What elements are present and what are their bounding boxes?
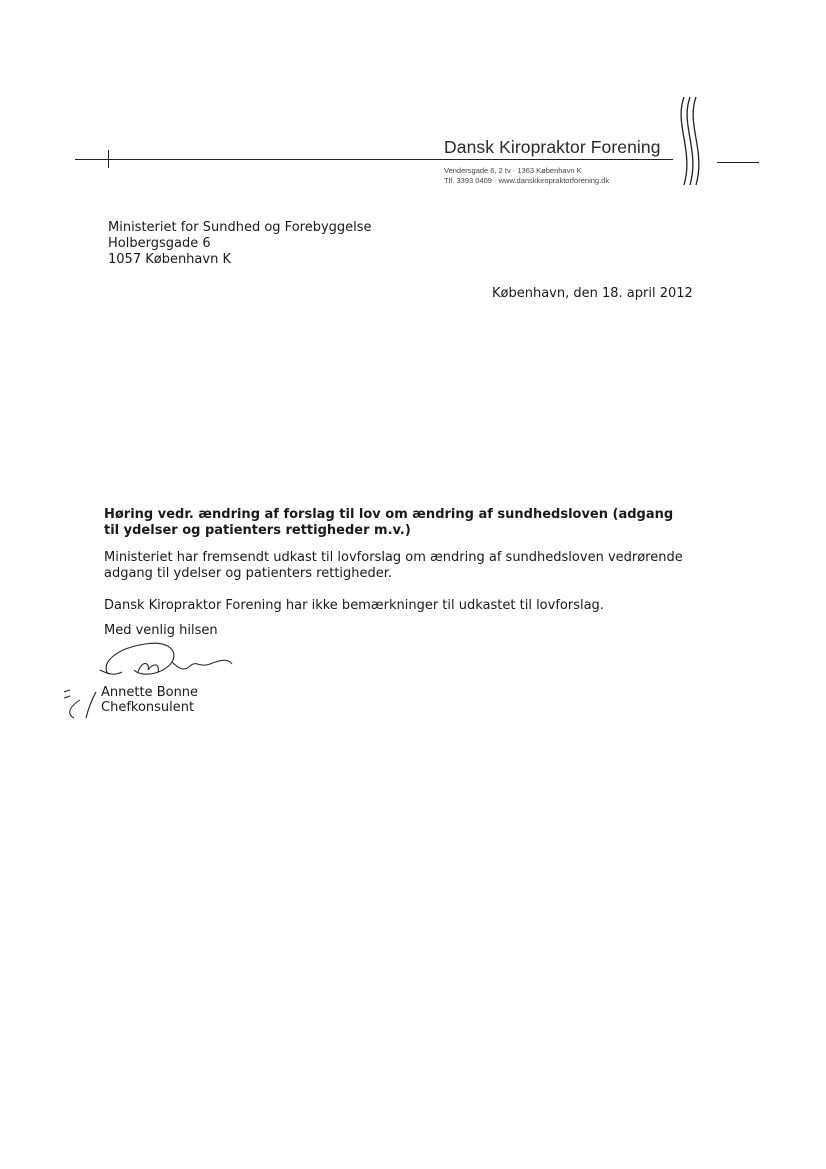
logo-icon: [670, 95, 720, 190]
letterhead-rule-right: [717, 162, 759, 163]
recipient-street: Holbergsgade 6: [108, 236, 211, 251]
signer-name: Annette Bonne: [101, 685, 199, 700]
signer-title: Chefkonsulent: [101, 700, 195, 715]
org-name: Dansk Kiropraktor Forening: [444, 137, 661, 157]
org-address-line: Vendersgade 6, 2 tv · 1363 København K: [444, 166, 582, 175]
recipient-city: 1057 København K: [108, 252, 231, 267]
letterhead-rule-tick: [108, 150, 109, 168]
subject-heading: Høring vedr. ændring af forslag til lov om ændring af sundhedsloven (adgang til ydelser og patienters rettigheder m.v.): [104, 507, 674, 538]
org-contact: [444, 166, 609, 186]
recipient-name: Ministeriet for Sundhed og Forebyggelse: [108, 220, 372, 235]
org-contact-line: Tlf. 3393 0409 · www.danskkiropraktorforening.dk: [444, 176, 610, 185]
letterhead-rule-left: [75, 159, 673, 160]
date-line: København, den 18. april 2012: [492, 286, 693, 301]
closing-greeting: Med venlig hilsen: [104, 623, 218, 638]
recipient-address: [108, 220, 372, 268]
body-paragraph-1: Ministeriet har fremsendt udkast til lovforslag om ændring af sundhedsloven vedrørende adgang til ydelser og patienters rettigheder.: [104, 550, 683, 581]
body-paragraph-2: Dansk Kiropraktor Forening har ikke bemærkninger til udkastet til lovforslag.: [104, 598, 604, 613]
